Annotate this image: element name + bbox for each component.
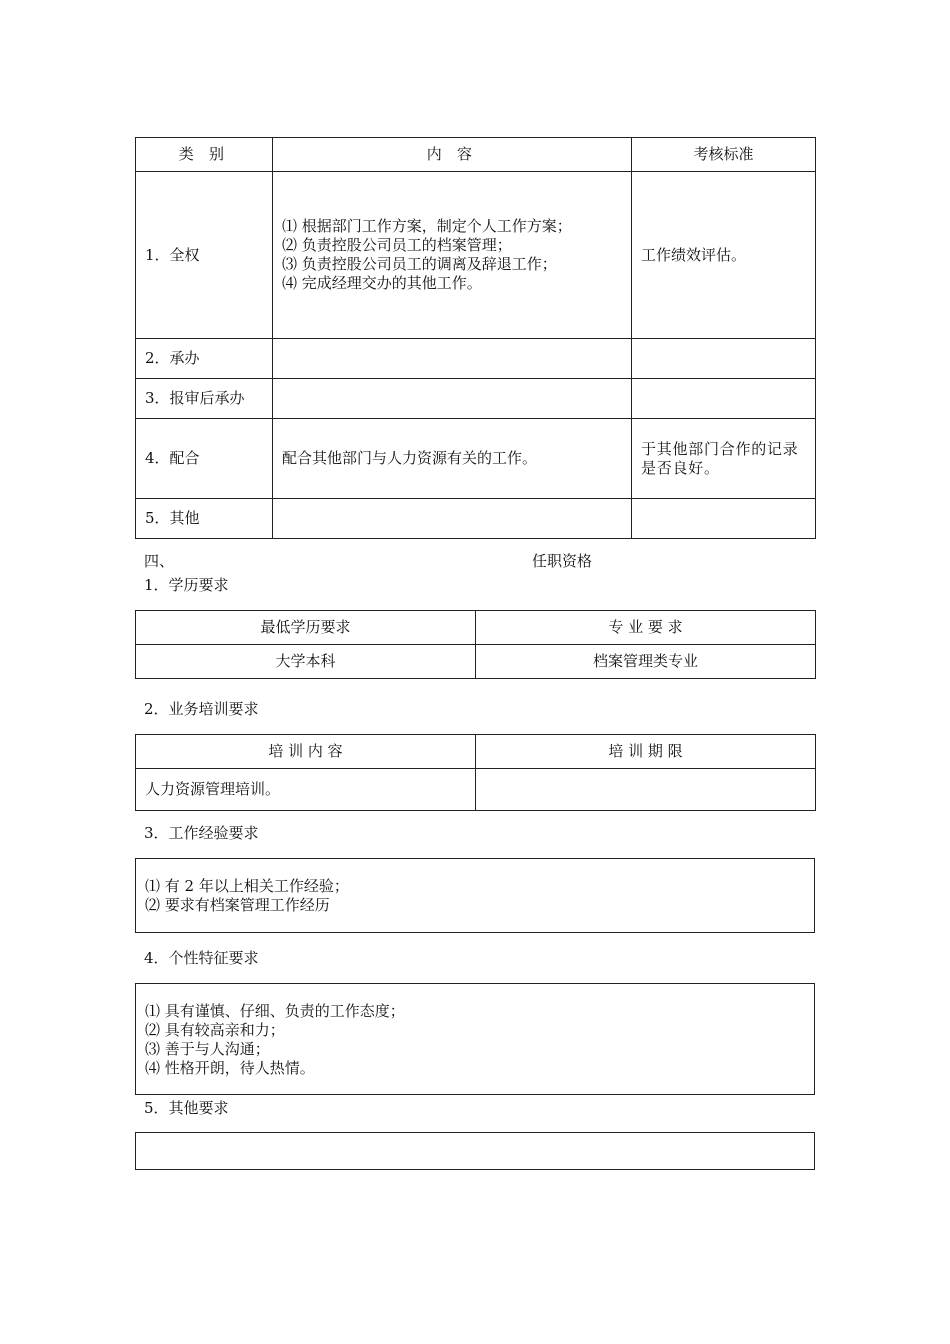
education-header-major: 专 业 要 求 [476,611,816,645]
category-cell: 2．承办 [136,339,273,379]
experience-box [135,858,815,933]
education-heading: 1．学历要求 [144,576,229,594]
standard-cell [632,499,816,539]
training-content-value: 人力资源管理培训。 [136,769,476,811]
experience-item: ⑵ 要求有档案管理工作经历 [145,896,330,914]
training-table [135,734,816,811]
content-line: ⑶ 负责控股公司员工的调离及辞退工作； [282,255,557,273]
table-row [136,645,816,679]
content-line: ⑷ 完成经理交办的其他工作。 [282,274,482,292]
personality-box [135,983,815,1095]
table-row [136,499,816,539]
header-content: 内 容 [273,138,632,172]
category-cell: 4．配合 [136,419,273,499]
content-cell [273,499,632,539]
other-box [135,1132,815,1170]
table-row [136,769,816,811]
category-cell: 1．全权 [136,172,273,339]
content-cell [273,339,632,379]
table-row [136,172,816,339]
header-category: 类 别 [136,138,273,172]
personality-item: ⑵ 具有较高亲和力； [145,1021,285,1039]
education-table [135,610,816,679]
table-row [136,419,816,499]
duties-header-row [136,138,816,172]
standard-cell [632,379,816,419]
header-standard: 考核标准 [632,138,816,172]
training-period-value [476,769,816,811]
other-heading: 5．其他要求 [144,1099,229,1117]
personality-item: ⑷ 性格开朗，待人热情。 [145,1059,315,1077]
education-level-value: 大学本科 [136,645,476,679]
personality-item: ⑶ 善于与人沟通； [145,1040,270,1058]
experience-heading: 3．工作经验要求 [144,824,259,842]
section-title: 任职资格 [532,552,593,570]
education-major-value: 档案管理类专业 [476,645,816,679]
experience-item: ⑴ 有 2 年以上相关工作经验； [145,877,349,895]
personality-heading: 4．个性特征要求 [144,949,259,967]
training-heading: 2．业务培训要求 [144,700,259,718]
table-row [136,379,816,419]
content-cell [273,379,632,419]
training-header-content: 培 训 内 容 [136,735,476,769]
table-row [136,339,816,379]
standard-cell [632,339,816,379]
content-line: ⑵ 负责控股公司员工的档案管理； [282,236,512,254]
education-header-row [136,611,816,645]
standard-cell: 于其他部门合作的记录是否良好。 [632,419,816,499]
duties-table [135,137,816,539]
category-cell: 3．报审后承办 [136,379,273,419]
training-header-row [136,735,816,769]
personality-item: ⑴ 具有谨慎、仔细、负责的工作态度； [145,1002,405,1020]
standard-cell: 工作绩效评估。 [632,172,816,339]
section-number: 四、 [144,552,175,570]
content-line: ⑴ 根据部门工作方案，制定个人工作方案； [282,217,572,235]
category-cell: 5．其他 [136,499,273,539]
content-cell: 配合其他部门与人力资源有关的工作。 [273,419,632,499]
education-header-level: 最低学历要求 [136,611,476,645]
training-header-period: 培 训 期 限 [476,735,816,769]
content-cell [273,172,632,339]
